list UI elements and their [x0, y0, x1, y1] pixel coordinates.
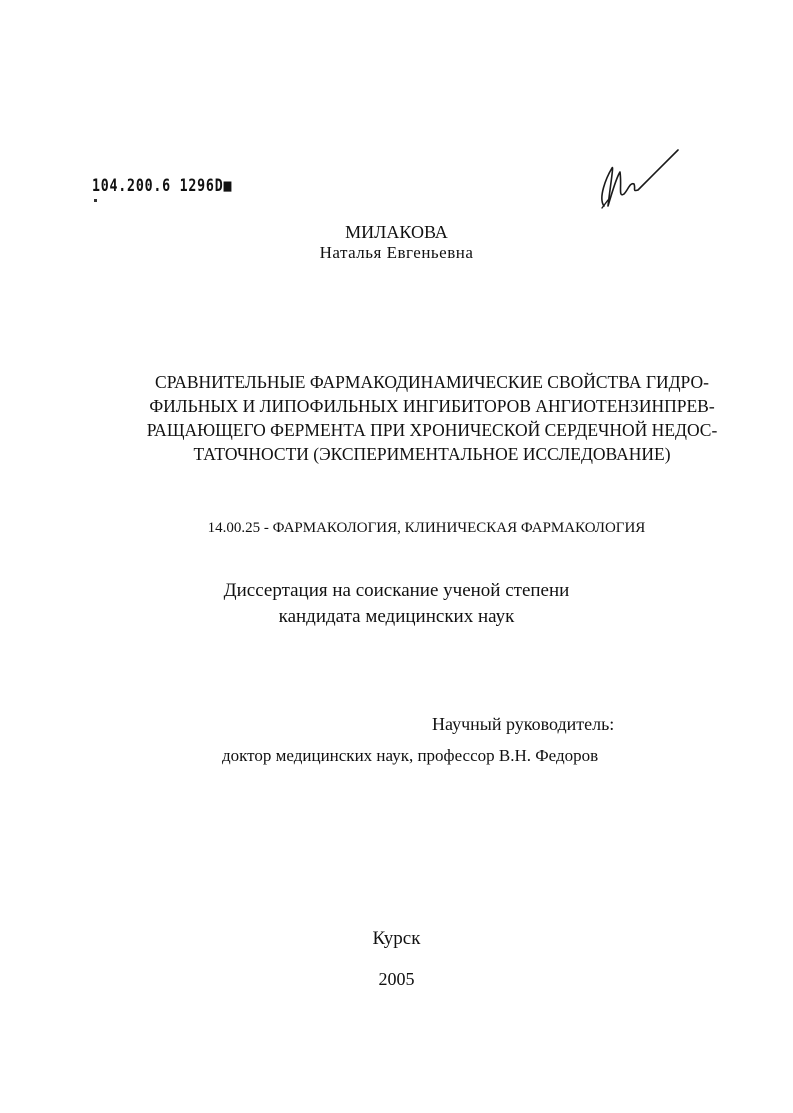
year: 2005	[378, 969, 415, 989]
author-surname: МИЛАКОВА	[345, 222, 448, 242]
title-line: ФИЛЬНЫХ И ЛИПОФИЛЬНЫХ ИНГИБИТОРОВ АНГИОТЕНЗИНПРЕВ-	[149, 396, 715, 416]
city: Курск	[372, 928, 421, 949]
dissertation-title	[118, 370, 746, 466]
registration-mark-icon: D■	[214, 176, 233, 196]
supervisor-name: доктор медицинских наук, профессор В.Н. Федоров	[222, 746, 599, 765]
scan-dot	[94, 199, 97, 202]
author-given-names: Наталья Евгеньевна	[319, 243, 474, 262]
registration-number	[92, 176, 232, 196]
specialty-code: 14.00.25 - ФАРМАКОЛОГИЯ, КЛИНИЧЕСКАЯ ФАРМАКОЛОГИЯ	[207, 520, 646, 536]
degree-line-1: Диссертация на соискание ученой степени	[223, 580, 570, 601]
signature-icon	[590, 148, 690, 218]
registration-number-text: 104.200.6 1296	[92, 176, 215, 196]
title-line: СРАВНИТЕЛЬНЫЕ ФАРМАКОДИНАМИЧЕСКИЕ СВОЙСТВА ГИДРО-	[155, 372, 709, 392]
degree-line-2: кандидата медицинских наук	[278, 606, 515, 627]
supervisor-label: Научный руководитель:	[432, 714, 615, 734]
title-line: ТАТОЧНОСТИ (ЭКСПЕРИМЕНТАЛЬНОЕ ИССЛЕДОВАНИЕ)	[193, 444, 671, 464]
title-line: РАЩАЮЩЕГО ФЕРМЕНТА ПРИ ХРОНИЧЕСКОЙ СЕРДЕЧНОЙ НЕДОС-	[146, 420, 718, 440]
